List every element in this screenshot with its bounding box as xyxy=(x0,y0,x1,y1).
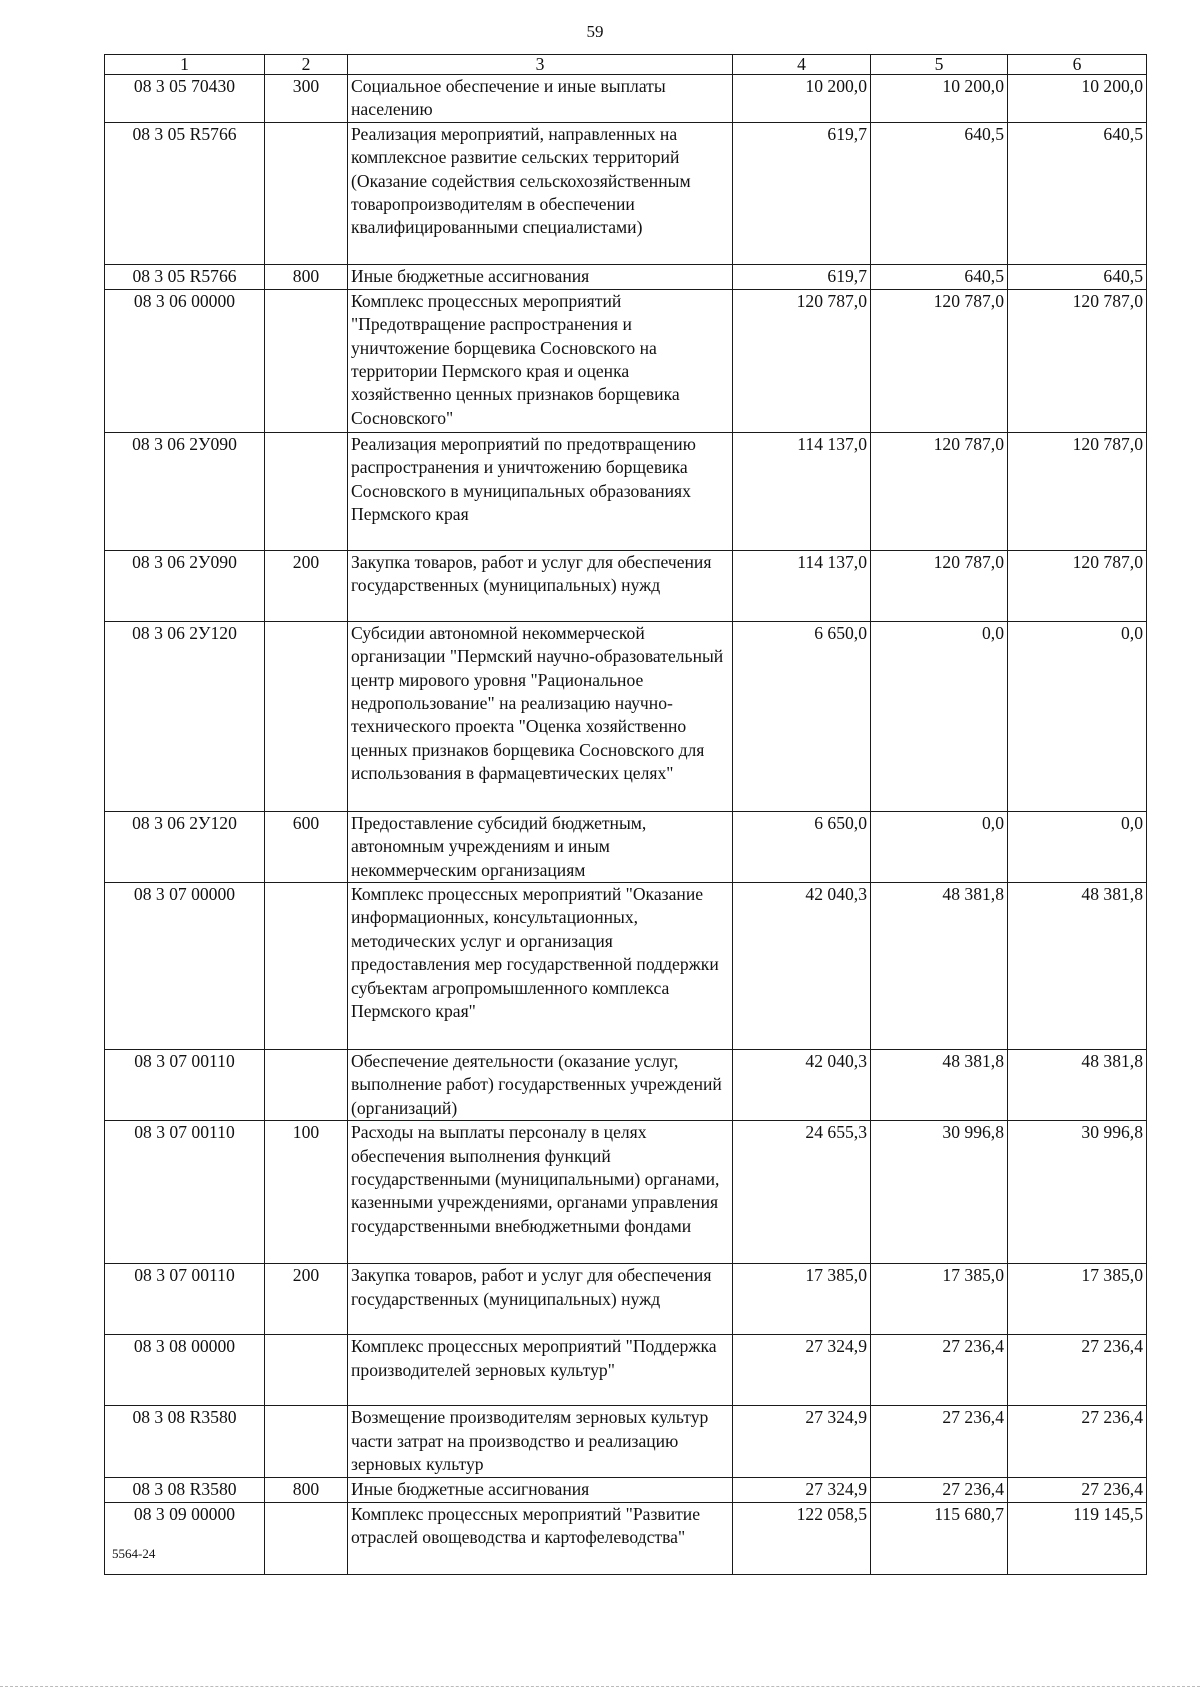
row-value-5: 17 385,0 xyxy=(871,1264,1008,1335)
row-value-6: 27 236,4 xyxy=(1008,1406,1147,1478)
row-value-5: 27 236,4 xyxy=(871,1406,1008,1478)
row-code: 08 3 09 00000 xyxy=(105,1502,265,1574)
row-value-6: 119 145,5 xyxy=(1008,1502,1147,1574)
table-row xyxy=(105,883,1147,1050)
row-expense-type: 100 xyxy=(265,1121,348,1264)
row-name: Комплекс процессных мероприятий "Поддержка производителей зерновых культур" xyxy=(348,1335,733,1406)
row-code: 08 3 07 00110 xyxy=(105,1050,265,1121)
row-value-5: 640,5 xyxy=(871,264,1008,289)
row-value-5: 10 200,0 xyxy=(871,75,1008,123)
row-value-6: 640,5 xyxy=(1008,122,1147,264)
col-header-3: 3 xyxy=(348,55,733,75)
row-name: Возмещение производителям зерновых культур части затрат на производство и реализацию зерновых культур xyxy=(348,1406,733,1478)
col-header-6: 6 xyxy=(1008,55,1147,75)
row-code: 08 3 07 00110 xyxy=(105,1264,265,1335)
table-row xyxy=(105,1502,1147,1574)
table-row xyxy=(105,1264,1147,1335)
document-code: 5564-24 xyxy=(112,1546,156,1561)
row-name: Закупка товаров, работ и услуг для обеспечения государственных (муниципальных) нужд xyxy=(348,550,733,621)
row-code: 08 3 07 00000 xyxy=(105,883,265,1050)
row-code: 08 3 05 70430 xyxy=(105,75,265,123)
table-row xyxy=(105,264,1147,289)
row-value-5: 0,0 xyxy=(871,621,1008,811)
row-code: 08 3 07 00110 xyxy=(105,1121,265,1264)
table-row xyxy=(105,75,1147,123)
row-value-6: 48 381,8 xyxy=(1008,1050,1147,1121)
col-header-2: 2 xyxy=(265,55,348,75)
row-value-6: 30 996,8 xyxy=(1008,1121,1147,1264)
row-expense-type: 200 xyxy=(265,1264,348,1335)
row-value-6: 48 381,8 xyxy=(1008,883,1147,1050)
row-value-5: 27 236,4 xyxy=(871,1335,1008,1406)
col-header-1: 1 xyxy=(105,55,265,75)
row-expense-type: 800 xyxy=(265,1478,348,1502)
col-header-5: 5 xyxy=(871,55,1008,75)
budget-table xyxy=(104,54,1147,1575)
row-value-6: 640,5 xyxy=(1008,264,1147,289)
row-expense-type xyxy=(265,621,348,811)
row-name: Комплекс процессных мероприятий "Развитие отраслей овощеводства и картофелеводства" xyxy=(348,1502,733,1574)
row-value-4: 120 787,0 xyxy=(733,289,871,432)
row-value-5: 48 381,8 xyxy=(871,1050,1008,1121)
col-header-4: 4 xyxy=(733,55,871,75)
row-expense-type: 200 xyxy=(265,550,348,621)
row-value-4: 619,7 xyxy=(733,122,871,264)
header-row xyxy=(105,55,1147,75)
row-value-5: 120 787,0 xyxy=(871,432,1008,550)
row-expense-type xyxy=(265,289,348,432)
row-name: Комплекс процессных мероприятий "Предотвращение распространения и уничтожение борщевика Сосновского на территории Пермского края и оценка хозяйственно ценных признаков борщевика Сосновского" xyxy=(348,289,733,432)
row-value-4: 24 655,3 xyxy=(733,1121,871,1264)
row-value-4: 122 058,5 xyxy=(733,1502,871,1574)
table-row xyxy=(105,1406,1147,1478)
row-value-5: 30 996,8 xyxy=(871,1121,1008,1264)
row-code: 08 3 08 00000 xyxy=(105,1335,265,1406)
row-code: 08 3 05 R5766 xyxy=(105,264,265,289)
row-code: 08 3 06 2У090 xyxy=(105,550,265,621)
row-expense-type xyxy=(265,1502,348,1574)
row-value-5: 640,5 xyxy=(871,122,1008,264)
page-number: 59 xyxy=(586,22,604,41)
row-code: 08 3 08 R3580 xyxy=(105,1478,265,1502)
row-code: 08 3 06 00000 xyxy=(105,289,265,432)
row-value-6: 0,0 xyxy=(1008,621,1147,811)
row-expense-type: 300 xyxy=(265,75,348,123)
row-code: 08 3 05 R5766 xyxy=(105,122,265,264)
row-value-6: 0,0 xyxy=(1008,811,1147,882)
row-name: Реализация мероприятий, направленных на комплексное развитие сельских территорий (Оказание содействия сельскохозяйственным товаропроизводителям в обеспечении квалифицированными специалистами) xyxy=(348,122,733,264)
row-value-5: 0,0 xyxy=(871,811,1008,882)
row-value-4: 6 650,0 xyxy=(733,621,871,811)
row-name: Субсидии автономной некоммерческой организации "Пермский научно-образовательный центр мирового уровня "Рациональное недропользование" на реализацию научно-технического проекта "Оценка хозяйственно ценных признаков борщевика Сосновского для использования в фармацевтических целях" xyxy=(348,621,733,811)
row-value-6: 17 385,0 xyxy=(1008,1264,1147,1335)
row-value-6: 120 787,0 xyxy=(1008,289,1147,432)
row-value-4: 619,7 xyxy=(733,264,871,289)
table-row xyxy=(105,621,1147,811)
row-value-4: 42 040,3 xyxy=(733,883,871,1050)
row-value-4: 6 650,0 xyxy=(733,811,871,882)
table-row xyxy=(105,1335,1147,1406)
table-row xyxy=(105,1050,1147,1121)
row-name: Иные бюджетные ассигнования xyxy=(348,264,733,289)
row-value-4: 42 040,3 xyxy=(733,1050,871,1121)
table-row xyxy=(105,432,1147,550)
row-expense-type xyxy=(265,1406,348,1478)
row-expense-type: 800 xyxy=(265,264,348,289)
table-body xyxy=(105,75,1147,1575)
row-name: Комплекс процессных мероприятий "Оказание информационных, консультационных, методических услуг и организация предоставления мер государственной поддержки субъектам агропромышленного комплекса Пермского края" xyxy=(348,883,733,1050)
row-expense-type xyxy=(265,122,348,264)
row-value-4: 114 137,0 xyxy=(733,432,871,550)
row-expense-type xyxy=(265,883,348,1050)
row-value-4: 114 137,0 xyxy=(733,550,871,621)
row-value-4: 17 385,0 xyxy=(733,1264,871,1335)
row-expense-type: 600 xyxy=(265,811,348,882)
table-row xyxy=(105,1121,1147,1264)
row-name: Предоставление субсидий бюджетным, автономным учреждениям и иным некоммерческим организациям xyxy=(348,811,733,882)
row-value-6: 120 787,0 xyxy=(1008,432,1147,550)
row-code: 08 3 06 2У120 xyxy=(105,811,265,882)
row-value-4: 27 324,9 xyxy=(733,1406,871,1478)
row-value-6: 27 236,4 xyxy=(1008,1478,1147,1502)
row-value-4: 27 324,9 xyxy=(733,1478,871,1502)
row-code: 08 3 06 2У120 xyxy=(105,621,265,811)
row-name: Реализация мероприятий по предотвращению распространения и уничтожению борщевика Сосновского в муниципальных образованиях Пермского края xyxy=(348,432,733,550)
row-value-4: 10 200,0 xyxy=(733,75,871,123)
row-value-5: 120 787,0 xyxy=(871,550,1008,621)
row-value-6: 27 236,4 xyxy=(1008,1335,1147,1406)
table-row xyxy=(105,1478,1147,1502)
table-row xyxy=(105,289,1147,432)
row-expense-type xyxy=(265,1335,348,1406)
row-value-6: 10 200,0 xyxy=(1008,75,1147,123)
row-value-4: 27 324,9 xyxy=(733,1335,871,1406)
row-value-6: 120 787,0 xyxy=(1008,550,1147,621)
table-row xyxy=(105,811,1147,882)
table-row xyxy=(105,550,1147,621)
row-name: Социальное обеспечение и иные выплаты населению xyxy=(348,75,733,123)
table-header xyxy=(105,55,1147,75)
row-name: Расходы на выплаты персоналу в целях обеспечения выполнения функций государственными (муниципальными) органами, казенными учреждениями, органами управления государственными внебюджетными фондами xyxy=(348,1121,733,1264)
scan-edge-divider xyxy=(0,1686,1200,1687)
row-value-5: 115 680,7 xyxy=(871,1502,1008,1574)
row-expense-type xyxy=(265,1050,348,1121)
row-value-5: 27 236,4 xyxy=(871,1478,1008,1502)
row-name: Закупка товаров, работ и услуг для обеспечения государственных (муниципальных) нужд xyxy=(348,1264,733,1335)
row-name: Иные бюджетные ассигнования xyxy=(348,1478,733,1502)
row-name: Обеспечение деятельности (оказание услуг, выполнение работ) государственных учреждений (организаций) xyxy=(348,1050,733,1121)
row-expense-type xyxy=(265,432,348,550)
row-code: 08 3 06 2У090 xyxy=(105,432,265,550)
table-row xyxy=(105,122,1147,264)
row-value-5: 48 381,8 xyxy=(871,883,1008,1050)
row-value-5: 120 787,0 xyxy=(871,289,1008,432)
row-code: 08 3 08 R3580 xyxy=(105,1406,265,1478)
